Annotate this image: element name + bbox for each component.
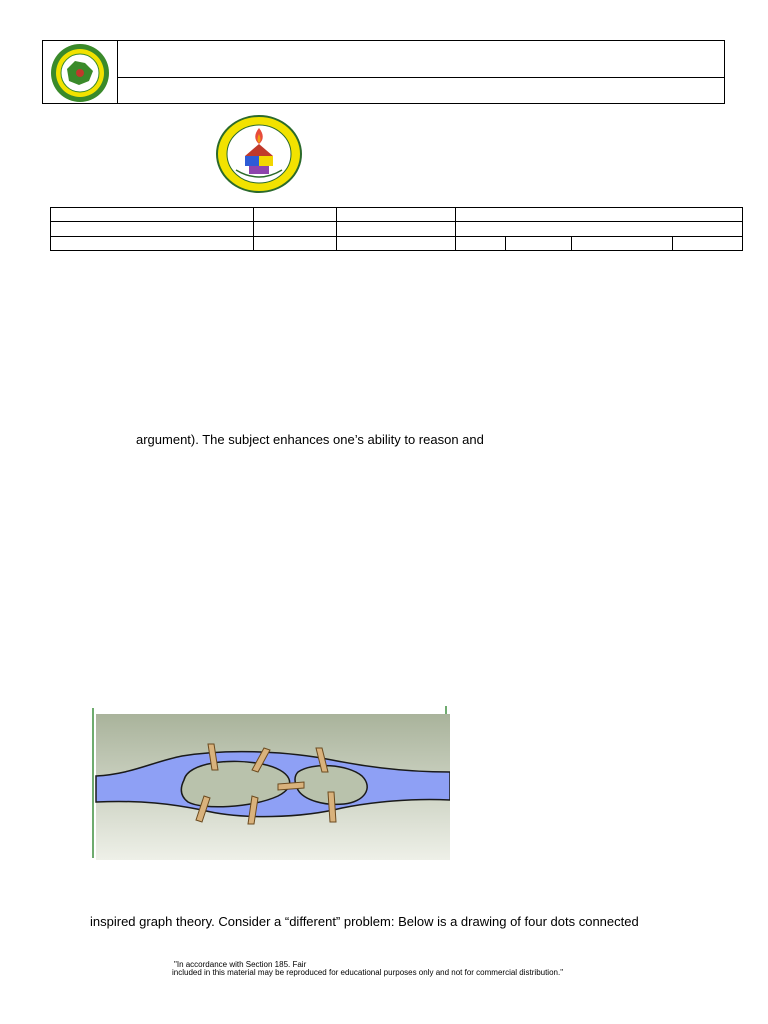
- paragraph-line: argument). The subject enhances one’s ability to reason and: [136, 432, 484, 447]
- paragraph-line: inspired graph theory. Consider a “different” problem: Below is a drawing of four dots connected: [90, 914, 639, 929]
- header-divider: [118, 77, 724, 78]
- footer-line: "In accordance with Section 185. Fair: [174, 960, 307, 969]
- university-seal-icon: [43, 41, 117, 103]
- header-box: [42, 40, 725, 104]
- header-logo-cell: [43, 41, 118, 103]
- footer-line: included in this material may be reproduced for educational purposes only and not for commercial distribution.": [172, 968, 564, 977]
- konigsberg-bridges-illustration: [92, 706, 450, 860]
- info-table: [50, 207, 743, 251]
- college-seal-icon: [216, 114, 302, 194]
